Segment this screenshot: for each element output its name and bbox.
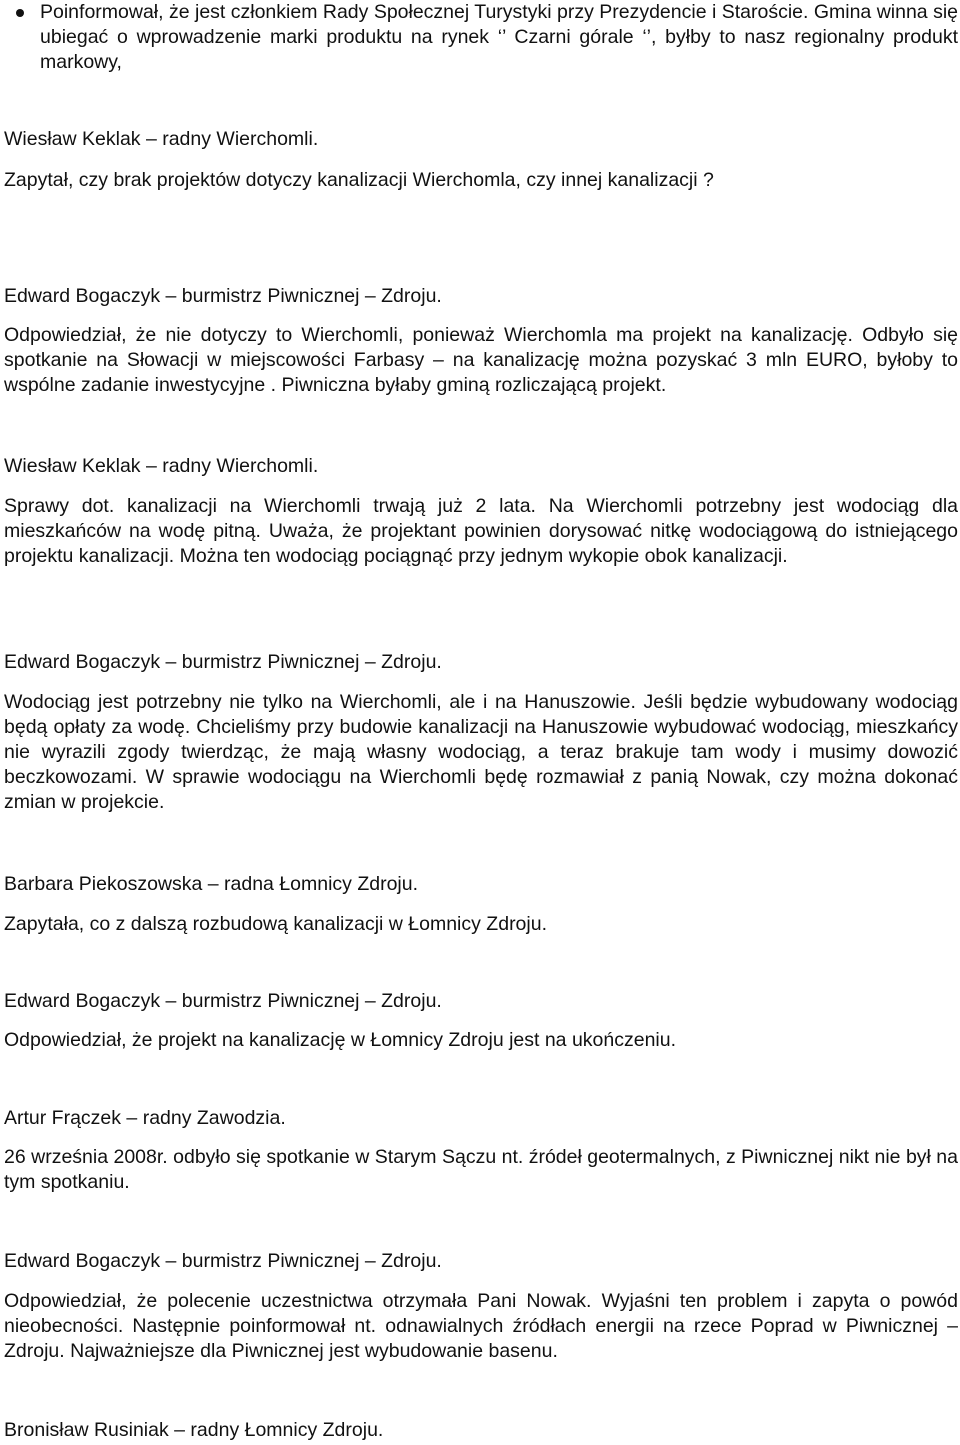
speaker-line: Edward Bogaczyk – burmistrz Piwnicznej – Zdroju.: [4, 990, 442, 1012]
paragraph: 26 września 2008r. odbyło się spotkanie w Starym Sączu nt. źródeł geotermalnych, z Piwnicznej nikt nie był na tym spotkaniu.: [4, 1146, 958, 1193]
bullet-icon: [16, 9, 24, 17]
paragraph: Odpowiedział, że projekt na kanalizację w Łomnicy Zdroju jest na ukończeniu.: [4, 1029, 677, 1051]
speaker-line: Artur Frączek – radny Zawodzia.: [4, 1107, 286, 1129]
paragraph: Zapytał, czy brak projektów dotyczy kanalizacji Wierchomla, czy innej kanalizacji ?: [4, 169, 714, 191]
paragraph: Zapytała, co z dalszą rozbudową kanalizacji w Łomnicy Zdroju.: [4, 913, 548, 935]
speaker-line: Wiesław Keklak – radny Wierchomli.: [4, 128, 319, 150]
speaker-line: Bronisław Rusiniak – radny Łomnicy Zdroju.: [4, 1419, 384, 1441]
speaker-line: Edward Bogaczyk – burmistrz Piwnicznej – Zdroju.: [4, 651, 442, 673]
paragraph: Odpowiedział, że nie dotyczy to Wierchomli, ponieważ Wierchomla ma projekt na kanalizację. Odbyło się spotkanie na Słowacji w miejscowości Farbasy – na kanalizację można pozyskać 3 mln EURO, byłoby to wspólne zadanie inwestycyjne . Piwniczna byłaby gminą rozliczającą projekt.: [4, 324, 958, 396]
speaker-line: Edward Bogaczyk – burmistrz Piwnicznej – Zdroju.: [4, 1250, 442, 1272]
speaker-line: Barbara Piekoszowska – radna Łomnicy Zdroju.: [4, 873, 419, 895]
speaker-line: Wiesław Keklak – radny Wierchomli.: [4, 455, 319, 477]
paragraph: Wodociąg jest potrzebny nie tylko na Wierchomli, ale i na Hanuszowie. Jeśli będzie wybudowany wodociąg będą opłaty za wodę. Chcieliśmy przy budowie kanalizacji na Hanuszowie wybudować wodociąg, mieszkańcy nie wyrazili zgody twierdząc, że mają własny wodociąg, a teraz brakuje tam wody i musimy dowozić beczkowozami. W sprawie wodociągu na Wierchomli będę rozmawiał z panią Nowak, czy można dokonać zmian w projekcie.: [4, 691, 958, 813]
paragraph: Sprawy dot. kanalizacji na Wierchomli trwają już 2 lata. Na Wierchomli potrzebny jest wodociąg dla mieszkańców na wodę pitną. Uważa, że projektant powinien dorysować nitkę wodociągową do istniejącego projektu kanalizacji. Można ten wodociąg pociągnąć przy jednym wykopie obok kanalizacji.: [4, 495, 958, 567]
bullet-text: Poinformował, że jest członkiem Rady Społecznej Turystyki przy Prezydencie i Staroście. Gmina winna się ubiegać o wprowadzenie marki produktu na rynek ‘’ Czarni górale ‘’, byłby to nasz regionalny produkt markowy,: [40, 1, 958, 73]
paragraph: Odpowiedział, że polecenie uczestnictwa otrzymała Pani Nowak. Wyjaśni ten problem i zapyta o powód nieobecności. Następnie poinformował nt. odnawialnych źródłach energii na rzece Poprad w Piwnicznej – Zdroju. Najważniejsze dla Piwnicznej jest wybudowanie basenu.: [4, 1290, 958, 1362]
speaker-line: Edward Bogaczyk – burmistrz Piwnicznej – Zdroju.: [4, 285, 442, 307]
